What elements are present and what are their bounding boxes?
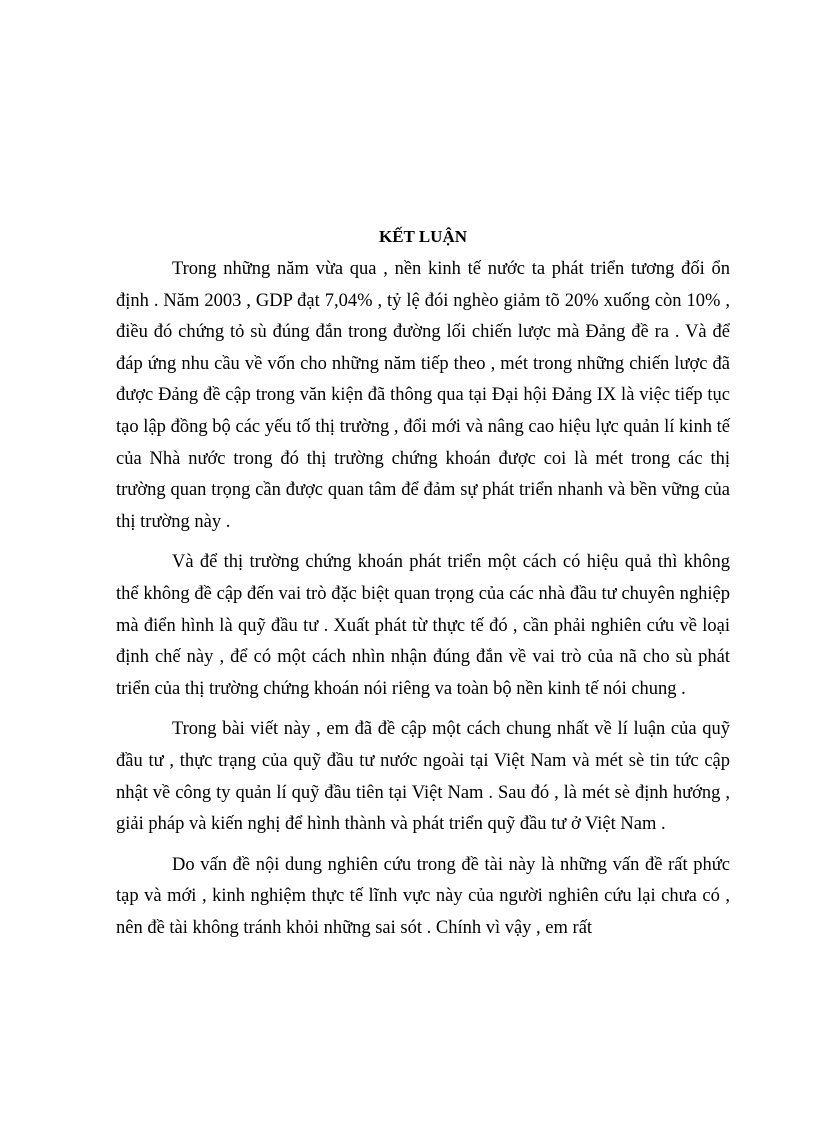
paragraph: Do vấn đề nội dung nghiên cứu trong đề tài này là những vấn đề rất phức tạp và mới , kinh nghiệm thực tế lĩnh vực này của người nghiên cứu lại chưa có , nên đề tài không tránh khỏi những sai sót . Chính vì vậy , em rất <box>116 854 730 938</box>
paragraph: Trong những năm vừa qua , nền kinh tế nước ta phát triển tương đối ổn định . Năm 2003 , GDP đạt 7,04% , tỷ lệ đói nghèo giảm tõ 20% xuống còn 10% , điều đó chứng tỏ sù đúng đắn trong đường lối chiến lược mà Đảng đề ra . Và để đáp ứng nhu cầu về vốn cho những năm tiếp theo , mét trong những chiến lược đã được Đảng đề cập trong văn kiện đã thông qua tại Đại hội Đảng IX là việc tiếp tục tạo lập đồng bộ các yếu tố thị trường , đổi mới và nâng cao hiệu lực quản lí kinh tế của Nhà nước trong đó thị trường chứng khoán được coi là mét trong các thị trường quan trọng cần được quan tâm để đảm sự phát triển nhanh và bền vững của thị trường này . <box>116 259 730 532</box>
page-title: KẾT LUẬN <box>378 227 467 246</box>
paragraph: Và để thị trường chứng khoán phát triển một cách có hiệu quả thì không thể không đề cập đến vai trò đặc biệt quan trọng của các nhà đầu tư chuyên nghiệp mà điển hình là quỹ đầu tư . Xuất phát từ thực tế đó , cần phải nghiên cứu về loại định chế này , để có một cách nhìn nhận đúng đắn về vai trò của nã cho sù phát triển của thị trường chứng khoán nói riêng va toàn bộ nền kinh tế nói chung . <box>116 552 730 699</box>
document-body <box>116 254 730 944</box>
paragraph: Trong bài viết này , em đã đề cập một cách chung nhất về lí luận của quỹ đầu tư , thực trạng của quỹ đầu tư nước ngoài tại Việt Nam và mét sè tin tức cập nhật về công ty quản lí quỹ đầu tiên tại Việt Nam . Sau đó , là mét sè định hướng , giải pháp và kiến nghị để hình thành và phát triển quỹ đầu tư ở Việt Nam . <box>116 719 730 835</box>
